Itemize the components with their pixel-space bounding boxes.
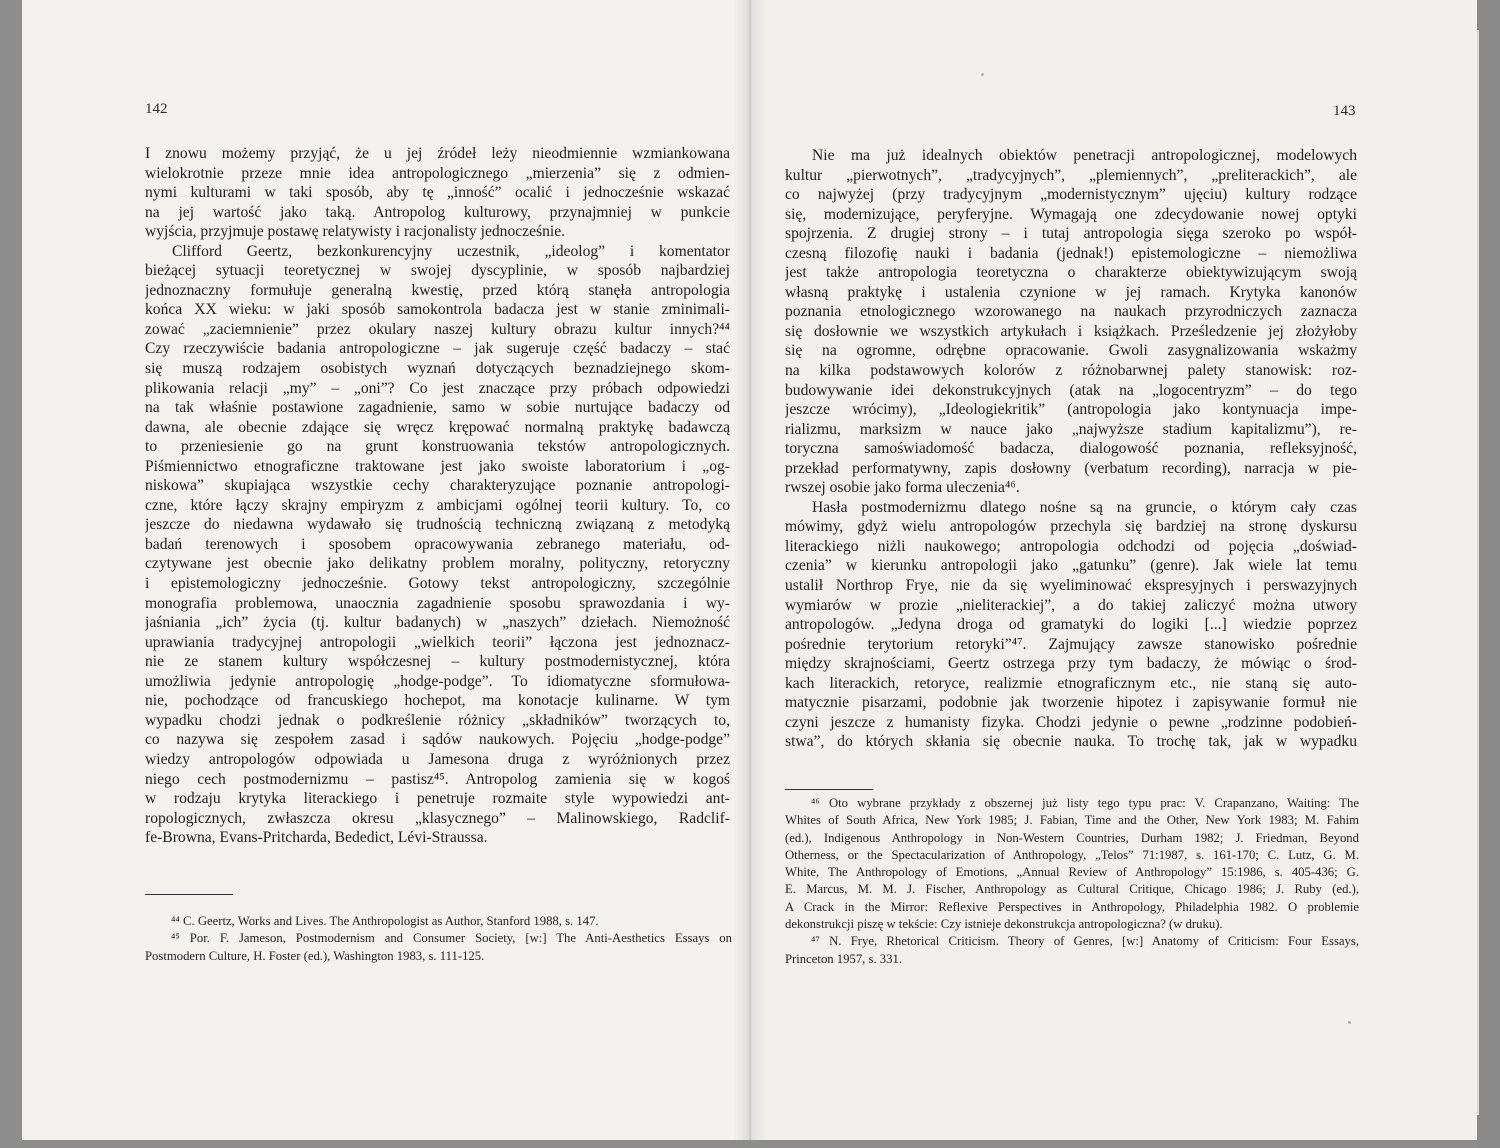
right-page: [750, 0, 1477, 1140]
text-line: się muszą rodzajem osobistych wyznań dotyczących beznadziejnego skom-: [145, 360, 730, 378]
text-line: czyni jeszcze z humanisty fizyka. Chodzi jedynie o pewne „rodzinne podobień-: [785, 713, 1357, 731]
text-line: zować „zaciemnienie” przez okulary naszej kultury obrazu kultur innych?⁴⁴: [145, 320, 730, 338]
text-line: niego cech postmodernizmu – pastisz⁴⁵. Antropolog zamienia się w kogoś: [145, 770, 730, 788]
text-line: nymi kulturami w taki sposób, aby tę „inność” ocalić i jednocześnie wskazać: [145, 184, 730, 202]
text-line: co nazywa się zespołem zasad i sądów naukowych. Pojęciu „hodge-podge”: [145, 731, 730, 749]
footnote-line: ⁴⁵ Por. F. Jameson, Postmodernism and Consumer Society, [w:] The Anti-Aesthetics Essays on: [171, 931, 732, 946]
footnotes: [145, 913, 732, 965]
text-line: spojrzenia. Z drugiej strony – i tutaj antropologia sięga szeroko po współ-: [785, 225, 1357, 243]
text-line: nie, pochodzące od francuskiego hochepot, ma konotacje kulinarne. W tym: [145, 692, 730, 710]
footnote-line: Otherness, or the Spectacularization of Anthropology, „Telos” 71:1987, s. 161-170; C. Lutz, G. M.: [785, 847, 1359, 862]
text-line: czytywane jest obecnie jako delikatny problem moralny, polityczny, retoryczny: [145, 555, 730, 573]
text-line: jednoznaczny formułuje generalną kwestię, przed którą stanęła antropologia: [145, 281, 730, 299]
text-line: to przeniesienie go na grunt konstruowania tekstów antropologicznych.: [145, 438, 730, 456]
footnote-line: Postmodern Culture, H. Foster (ed.), Washington 1983, s. 111-125.: [145, 948, 485, 963]
text-line: dawna, ale obecnie zdające się wręcz krępować normalną praktykę badawczą: [145, 418, 730, 436]
text-line: się na ogromne, odrębne opracowanie. Gwoli zasygnalizowania wskażmy: [785, 342, 1357, 360]
text-line: badań terenowych i sposobem opracowywania zebranego materiału, od-: [145, 535, 730, 553]
text-line: czenia” w kierunku antropologii jako „gatunku” (genre). Jak wiele lat temu: [785, 557, 1357, 575]
footnote-line: White, The Anthropology of Emotions, „Annual Review of Anthropology” 15:1986, s. 405-436; G.: [785, 865, 1359, 880]
text-line: między skrajnościami, Geertz ostrzega przy tym badaczy, że mówiąc o środ-: [785, 655, 1357, 673]
scan-background-edge: [1477, 0, 1500, 1148]
text-line: czesną filozofię nauki i badania (jednak!) epistemologiczne – niemożliwa: [785, 244, 1357, 262]
text-line: na jej wartość jako taką. Antropolog kulturowy, przynajmniej w punkcie: [145, 203, 730, 221]
footnote-line: ⁴⁶ Oto wybrane przykłady z obszernej już listy tego typu prac: V. Crapanzano, Waiting: The: [811, 796, 1359, 810]
footnote-line: ⁴⁴ C. Geertz, Works and Lives. The Anthropologist as Author, Stanford 1988, s. 147.: [171, 914, 599, 928]
text-line: jaśniania „ich” życia (tj. kultur badanych) w „naszych” dziełach. Niemożność: [145, 614, 730, 632]
text-line: I znowu możemy przyjąć, że u jej źródeł leży nieodmiennie wzmiankowana: [145, 145, 730, 162]
text-line: co najwyżej (przy tradycyjnym „modernistycznym” ujęciu) kultury rodzące: [785, 186, 1357, 204]
text-line: wiedzy antropologów odpowiada u Jamesona druga z wyróżnionych przez: [145, 750, 730, 768]
text-line: wyjścia, przyjmuje postawę relatywisty i racjonalisty jednocześnie.: [145, 223, 566, 241]
text-line: antropologów. „Jedyna droga od gramatyki do logiki [...] wiedzie poprzez: [785, 616, 1357, 634]
text-line: pośrednie terytorium retoryki”⁴⁷. Zajmujący zawsze stanowisko pośrednie: [785, 635, 1357, 653]
footnote-line: E. Marcus, M. M. J. Fischer, Anthropology as Cultural Critique, Chicago 1986; J. Ruby (ed.),: [785, 882, 1359, 897]
text-line: nie ze stanem kultury współczesnej – kultury postmodernistycznej, która: [145, 653, 730, 671]
text-line: się dosłownie we wszystkich artykułach i książkach. Prześledzenie jej złożyłoby: [785, 322, 1357, 340]
text-line: Hasła postmodernizmu dlatego nośne są na gruncie, o którym cały czas: [812, 498, 1357, 516]
text-line: i epistemologiczny jednocześnie. Gotowy tekst antropologiczny, szczególnie: [145, 575, 730, 593]
text-line: rializmu, marksizm w nauce jako „najwyższe stadium kapitalizmu”), re-: [785, 420, 1357, 438]
text-line: jest także antropologia teoretyczna o charakterze obiektywizującym swoją: [785, 264, 1357, 282]
page-number: 142: [145, 101, 168, 117]
footnote-rule: [785, 789, 873, 790]
text-line: jeszcze do niedawna wydawało się trudnością techniczną związaną z metodyką: [145, 516, 730, 534]
footnote-line: (ed.), Indigenous Anthropology in Non-Western Countries, Durham 1982; J. Friedman, Beyond: [785, 830, 1359, 845]
footnotes: [785, 795, 1359, 968]
text-line: bieżącej sytuacji teoretycznej w swojej dyscyplinie, w sposób najbardziej: [145, 262, 730, 280]
footnote-rule: [145, 894, 233, 895]
left-page: [22, 0, 750, 1140]
text-line: stwa”, do których skłania się obecnie nauka. To trochę tak, jak w wypadku: [785, 733, 1357, 751]
page-number: 143: [1333, 103, 1356, 119]
text-line: uprawiania tradycyjnej antropologii „wielkich teorii” łączona jest jednoznacz-: [145, 633, 730, 651]
body-text: [785, 146, 1357, 752]
footnote-line: ⁴⁷ N. Frye, Rhetorical Criticism. Theory of Genres, [w:] Anatomy of Criticism: Four Essays,: [811, 934, 1359, 949]
text-line: Nie ma już idealnych obiektów penetracji antropologicznej, modelowych: [812, 147, 1357, 164]
text-line: umożliwia jedynie antropologię „hodge-podge”. To idiomatyczne sformułowa-: [145, 672, 730, 690]
footnote-line: A Crack in the Mirror: Reflexive Perspectives in Anthropology, Philadelphia 1982. O problemie: [785, 899, 1359, 914]
text-line: plikowania relacji „my” – „oni”? Co jest znaczące przy próbach odpowiedzi: [145, 379, 730, 397]
text-line: mówimy, gdyż wielu antropologów przechyla się bardziej na stronę dyskursu: [785, 518, 1357, 536]
text-line: ustalił Northrop Frye, nie da się wyeliminować ekspresyjnych i perswazyjnych: [785, 577, 1357, 595]
body-text: [145, 144, 730, 848]
text-line: na tak właśnie postawione zagadnienie, samo w sobie nurtujące badaczy od: [145, 399, 730, 417]
text-line: budowywanie idei dekonstrukcyjnych (atak na „logocentryzm” – do tego: [785, 381, 1357, 399]
text-line: kach literackich, retoryce, realizmie etnograficznym etc., nie staną się auto-: [785, 674, 1357, 692]
text-line: się, modernizujące, peryferyjne. Wymagają one zdecydowanie nowej optyki: [785, 205, 1357, 223]
text-line: rwszej osobie jako forma uleczenia⁴⁶.: [785, 479, 1020, 497]
text-line: w rodzaju krytyka literackiego i penetruje rozmaite style wypowiedzi ant-: [145, 790, 730, 808]
text-line: Piśmiennictwo etnograficzne traktowane jest jako swoiste laboratorium i „og-: [145, 457, 730, 475]
text-line: wypadku chodzi jednak o podkreślenie różnicy „składników” tworzących to,: [145, 711, 730, 729]
text-line: literackiego niżli naukowego; antropologia odchodzi od pojęcia „doświad-: [785, 537, 1357, 555]
text-line: przekład performatywny, zapis dosłowny (verbatum recording), narracja w pie-: [785, 459, 1357, 477]
paper-speck: [981, 73, 984, 76]
text-line: monografia problemowa, unaocznia zagadnienie sposobu sprawozdania i wy-: [145, 594, 730, 612]
text-line: końca XX wieku: w jaki sposób samokontrola badacza jest w stanie zminimali-: [145, 301, 730, 319]
text-line: kultur „pierwotnych”, „tradycyjnych”, „plemiennych”, „preliterackich”, ale: [785, 166, 1357, 184]
text-line: poznania etnologicznego wzorowanego na naukach przyrodniczych zaznacza: [785, 303, 1357, 321]
text-line: wymiarów w prozie „nieliterackiej”, a do takiej zaliczyć można utwory: [785, 596, 1357, 614]
text-line: matycznie pisarzami, podobnie jak tworzenie hipotez i zapisywanie formuł nie: [785, 694, 1357, 712]
paper-speck: [1348, 1021, 1351, 1024]
text-line: Czy rzeczywiście badania antropologiczne – jak sugeruje część badaczy – stać: [145, 340, 730, 358]
text-line: własną praktykę i ustalenia czynione w jej ramach. Krytyka kanonów: [785, 283, 1357, 301]
text-line: na kilka podstawowych kolorów z różnobarwnej palety stanowisk: roz-: [785, 362, 1357, 380]
text-line: Clifford Geertz, bezkonkurencyjny uczestnik, „ideolog” i komentator: [172, 242, 730, 260]
text-line: toryczna samoświadomość badacza, dialogowość poznania, refleksyjność,: [785, 440, 1357, 458]
footnote-line: Whites of South Africa, New York 1985; J. Fabian, Time and the Other, New York 1983; M. Fahim: [785, 813, 1359, 828]
text-line: fe-Browna, Evans-Pritcharda, Bededict, Lévi-Straussa.: [145, 829, 488, 847]
footnote-line: dekonstrukcji piszę w tekście: Czy istnieje dekonstrukcja antropologiczna? (w druku).: [785, 917, 1223, 932]
text-line: jeszcze wrócimy), „Ideologiekritik” (antropologia jako kontynuacja impe-: [785, 401, 1357, 419]
text-line: niskowa” skupiająca wszystkie cechy charakteryzujące poznanie antropologi-: [145, 477, 730, 495]
text-line: wielokrotnie przeze mnie idea antropologicznego „mierzenia” się z odmien-: [145, 164, 730, 182]
text-line: ropologicznych, zwłaszcza okresu „klasycznego” – Malinowskiego, Radclif-: [145, 809, 730, 827]
footnote-line: Princeton 1957, s. 331.: [785, 951, 903, 966]
text-line: czne, które łączy skrajny empiryzm z ambicjami ogólnej teorii kultury. To, co: [145, 496, 730, 514]
